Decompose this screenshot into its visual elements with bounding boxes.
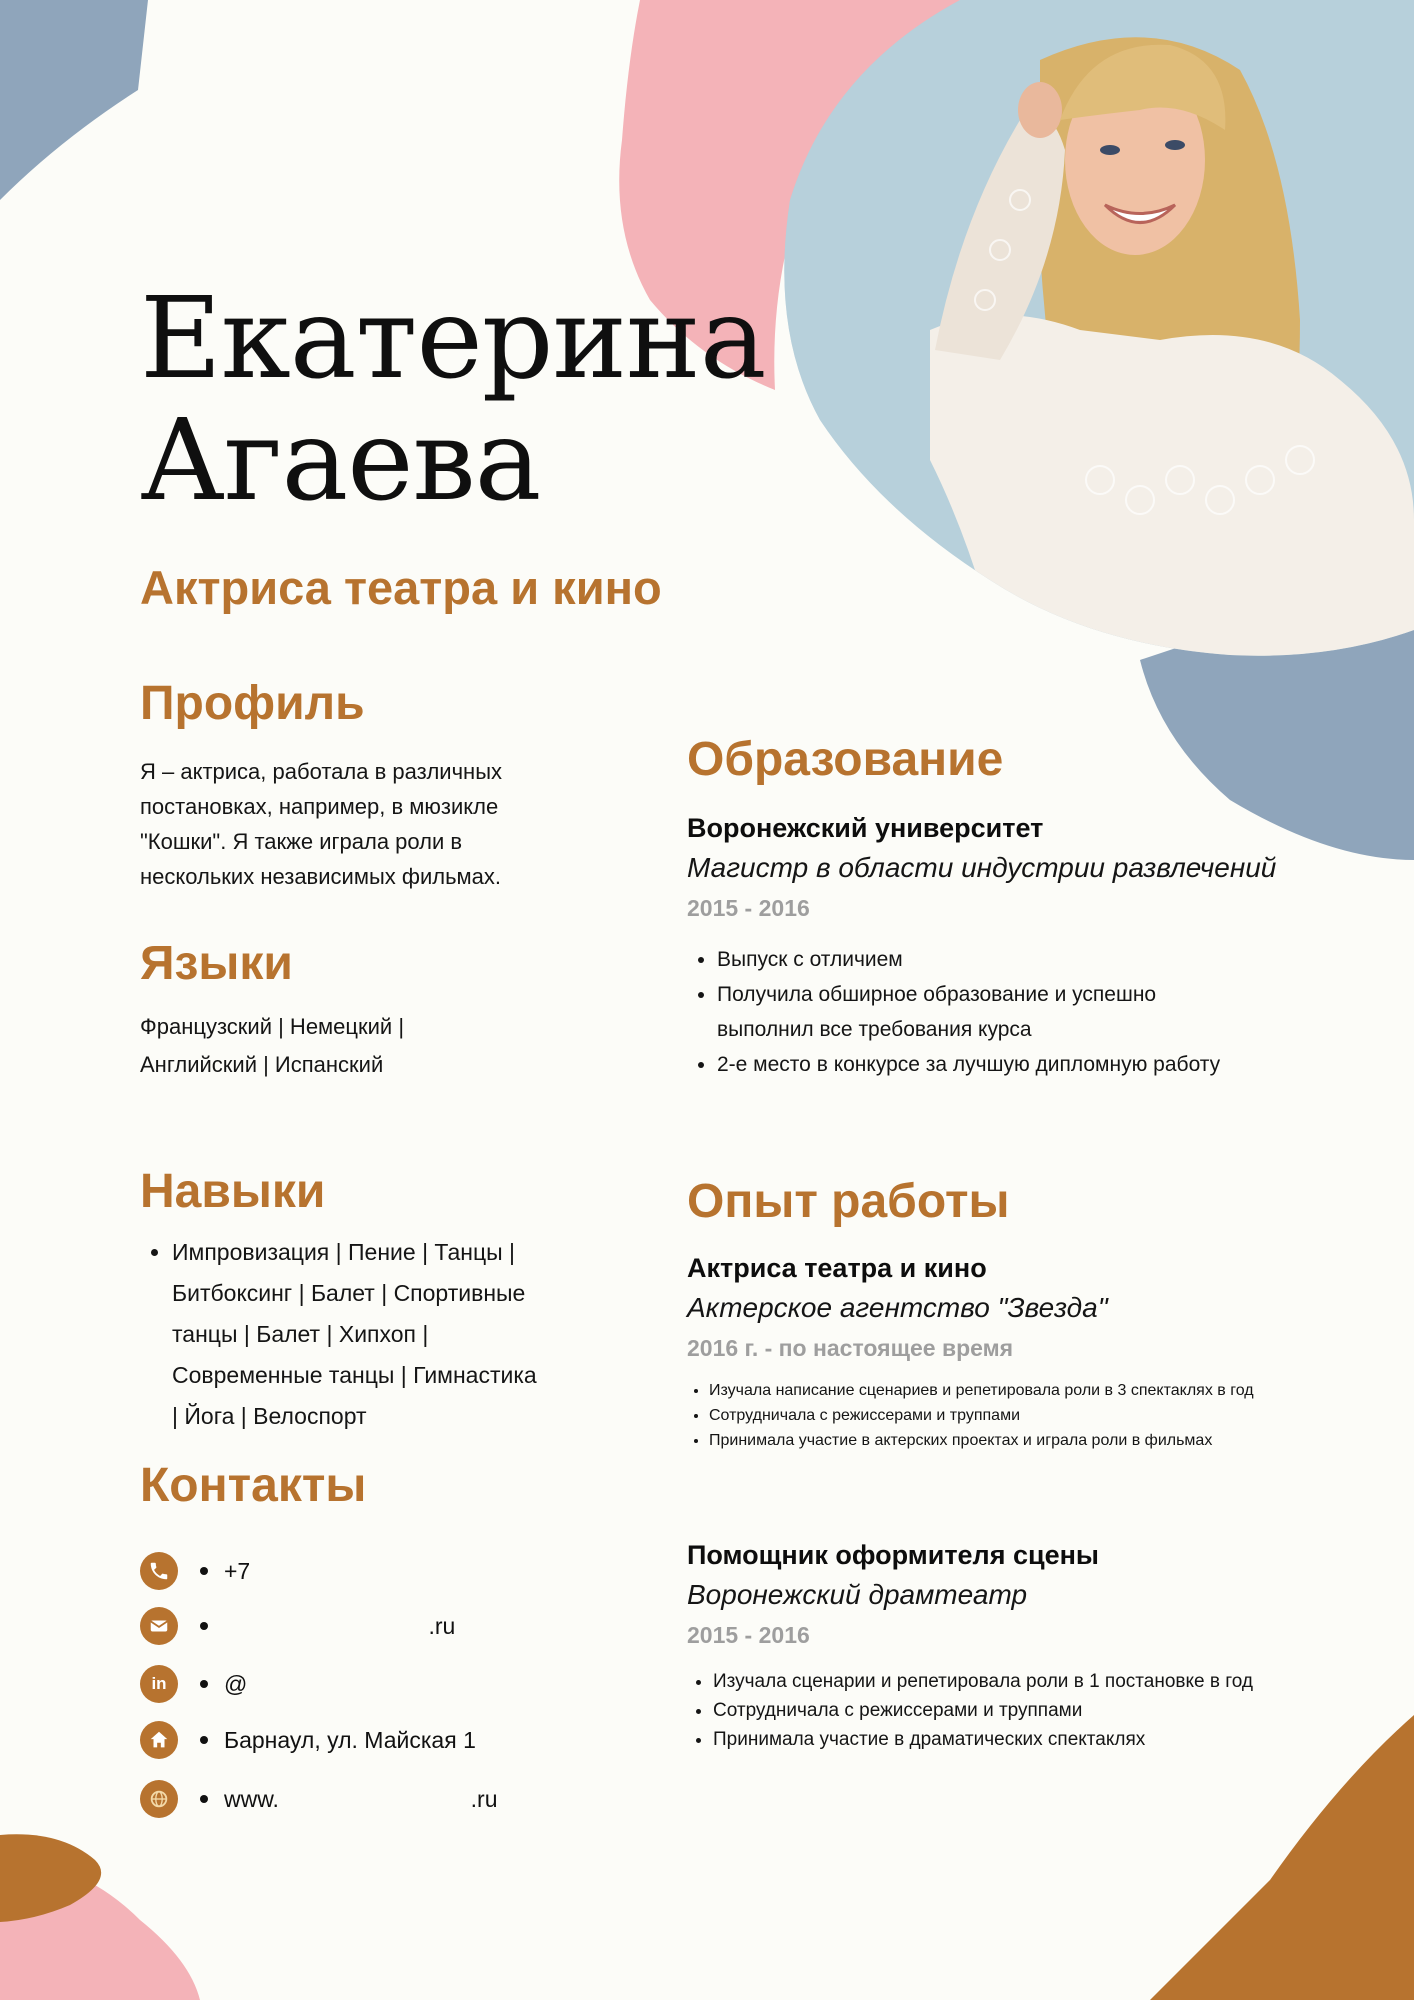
- contact-email: [140, 1606, 455, 1646]
- profile-line: "Кошки". Я также играла роли в: [140, 829, 463, 854]
- education-bullet: • 2-е место в конкурсе за лучшую дипломную работу: [717, 1047, 1327, 1082]
- contact-website-text[interactable]: www. .ru: [224, 1785, 498, 1812]
- languages-section: [140, 936, 570, 1084]
- skills-line: Современные танцы | Гимнастика: [172, 1362, 537, 1388]
- education-bullet-line: Получила обширное образование и успешно: [717, 983, 1157, 1006]
- contact-address-text: Барнаул, ул. Майская 1: [224, 1726, 476, 1753]
- contact-linkedin-text[interactable]: @: [224, 1670, 248, 1697]
- skills-line: Битбоксинг | Балет | Спортивные: [172, 1280, 526, 1306]
- profile-line: постановках, например, в мюзикле: [140, 794, 499, 819]
- education-school: Воронежский университет: [687, 813, 1044, 843]
- profile-line: нескольких независимых фильмах.: [140, 864, 502, 889]
- skills-section: [140, 1164, 600, 1437]
- job-company: Актерское агентство "Звезда": [687, 1292, 1108, 1323]
- job-title: Актриса театра и кино: [140, 561, 662, 614]
- education-section: [687, 732, 1327, 1082]
- first-name: Екатерина: [140, 274, 766, 404]
- phone-icon: [140, 1552, 178, 1590]
- bottom-right-brown-blob: [1150, 1715, 1414, 2000]
- contact-phone: [140, 1551, 250, 1591]
- contacts-heading: Контакты: [140, 1459, 367, 1512]
- skills-line: Импровизация | Пение | Танцы |: [172, 1239, 516, 1265]
- globe-icon: [140, 1780, 178, 1818]
- job-bullet: • Изучала написание сценариев и репетировала роли в 3 спектаклях в год: [709, 1378, 1367, 1403]
- linkedin-icon: in: [140, 1665, 178, 1703]
- contact-website: [140, 1779, 498, 1819]
- last-name: Агаева: [140, 396, 541, 526]
- job-position: Актриса театра и кино: [687, 1253, 987, 1283]
- experience-heading: Опыт работы: [687, 1175, 1010, 1228]
- profile-heading: Профиль: [140, 677, 365, 730]
- education-degree: Магистр в области индустрии развлечений: [687, 852, 1277, 883]
- mail-icon: [140, 1607, 178, 1645]
- skills-heading: Навыки: [140, 1165, 326, 1218]
- languages-heading: Языки: [140, 937, 293, 990]
- education-bullet-line: выполнил все требования курса: [717, 1018, 1032, 1041]
- job-years: 2016 г. - по настоящее время: [687, 1335, 1014, 1361]
- job-entry: [687, 1248, 1367, 1453]
- job-bullet: • Принимала участие в актерских проектах и играла роли в фильмах: [709, 1428, 1367, 1453]
- education-bullet: • Выпуск с отличием: [717, 942, 1327, 977]
- skills-line: | Йога | Велоспорт: [172, 1403, 367, 1429]
- skills-item: [172, 1232, 592, 1437]
- job-years: 2015 - 2016: [687, 1622, 810, 1648]
- contact-phone-text[interactable]: +7: [224, 1557, 251, 1584]
- contact-address: [140, 1720, 476, 1760]
- job-bullet: • Сотрудничала с режиссерами и труппами: [713, 1696, 1367, 1725]
- job-bullet: • Принимала участие в драматических спектаклях: [713, 1725, 1367, 1754]
- job-bullet: • Изучала сценарии и репетировала роли в 1 постановке в год: [713, 1667, 1367, 1696]
- education-years: 2015 - 2016: [687, 895, 810, 921]
- contact-linkedin: [140, 1664, 247, 1704]
- home-icon: [140, 1721, 178, 1759]
- contact-email-text[interactable]: .ru: [224, 1612, 456, 1639]
- profile-line: Я – актриса, работала в различных: [140, 759, 503, 784]
- job-position: Помощник оформителя сцены: [687, 1540, 1099, 1570]
- job-bullet: • Сотрудничала с режиссерами и труппами: [709, 1403, 1367, 1428]
- job-company: Воронежский драмтеатр: [687, 1579, 1028, 1610]
- education-bullets: [687, 942, 1327, 1082]
- languages-line: Французский | Немецкий |: [140, 1014, 405, 1039]
- experience-section: [687, 1174, 1367, 1754]
- languages-line: Английский | Испанский: [140, 1052, 384, 1077]
- skills-list: [140, 1232, 592, 1437]
- job-bullets: [687, 1667, 1367, 1754]
- job-bullets: [687, 1378, 1367, 1453]
- full-name: [140, 274, 766, 526]
- profile-section: [140, 676, 570, 894]
- education-heading: Образование: [687, 733, 1004, 786]
- skills-line: танцы | Балет | Хипхоп |: [172, 1321, 429, 1347]
- education-bullet: [717, 977, 1327, 1047]
- job-entry: [687, 1535, 1367, 1754]
